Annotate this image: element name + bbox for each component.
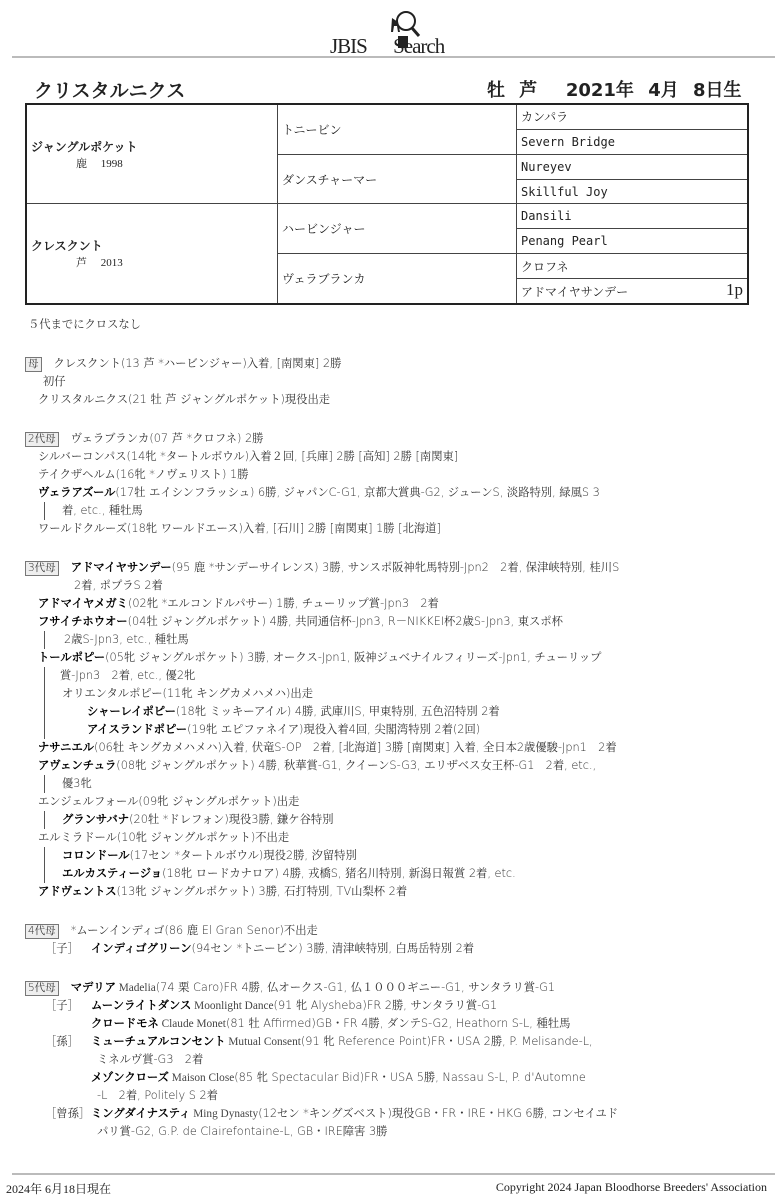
record-text: (13牝 ジャングルポケット) 3勝, 石打特別, TV山梨杯 2着: [116, 885, 408, 898]
dam-color: 芦: [76, 257, 87, 270]
header-divider: [12, 56, 775, 58]
ped-g3-7-name: アドマイヤサンデー: [521, 284, 629, 299]
spacer: [0, 334, 775, 355]
record-text: 賞-Jpn3 2着, etc., 優2牝: [60, 669, 196, 682]
record-text: 優3牝: [62, 777, 92, 790]
horse-link[interactable]: ミューチュアルコンセント: [91, 1035, 226, 1048]
record-line: [0, 430, 775, 448]
record-text: 着, etc., 種牡馬: [62, 504, 143, 517]
horse-link[interactable]: ヴェラアズール: [38, 486, 116, 499]
relation-label: ［子］: [45, 999, 79, 1012]
ped-g3-1[interactable]: Severn Bridge: [517, 129, 749, 154]
record-text: (06牡 キングカメハメハ)入着, 伏竜S-OP 2着, [北海道] 3勝 [南関東] 入着, 全日本2歳優駿-Jpn1 2着: [94, 741, 617, 754]
record-line: [0, 940, 775, 958]
record-text: (17牡 エイシンフラッシュ) 6勝, ジャパンC-G1, 京都大賞典-G2, ジューンS, 淡路特別, 緑風S 3: [115, 486, 600, 499]
record-text: ワールドクルーズ(18牝 ワールドエース)入着, [石川] 2勝 [南関東] 1勝 [北海道]: [38, 522, 441, 535]
lineage-bar: [44, 721, 45, 739]
horse-latin-name: Maison Close: [168, 1072, 235, 1084]
horse-sex: 牡: [487, 80, 505, 101]
record-line: [0, 997, 775, 1015]
horse-link[interactable]: メゾンクローズ: [91, 1071, 169, 1084]
record-line: [0, 448, 775, 466]
record-line: [0, 595, 775, 613]
horse-link[interactable]: エルカスティージョ: [62, 867, 163, 880]
record-text: (85 牝 Spectacular Bid)FR・USA 5勝, Nassau S-L, P. d'Automne: [234, 1071, 586, 1084]
horse-link[interactable]: シャーレイポピー: [87, 705, 176, 718]
record-text: パリ賞-G2, G.P. de Clairefontaine-L, GB・IRE障害 3勝: [97, 1125, 388, 1138]
record-text: (74 栗 Caro)FR 4勝, 仏オークス-G1, 仏１０００ギニー-G1, サンタラリ賞-G1: [155, 981, 556, 994]
record-text: 2着, ポプラS 2着: [74, 579, 163, 592]
dam-detail: [31, 254, 273, 270]
ped-g3-7[interactable]: [517, 279, 749, 304]
horse-link[interactable]: アドマイヤサンデー: [70, 561, 172, 574]
record-line: [0, 847, 775, 865]
page-indicator: 1p: [726, 279, 743, 299]
record-text: (05牝 ジャングルポケット) 3勝, オークス-Jpn1, 阪神ジュベナイルフィリーズ-Jpn1, チューリップ: [105, 651, 602, 664]
record-text: (18牝 ロードカナロア) 4勝, 戎橋S, 猪名川特別, 新潟日報賞 2着, etc.: [162, 867, 516, 880]
record-text: エンジェルフォール(09牝 ジャングルポケット)出走: [38, 795, 300, 808]
record-line: [0, 1123, 775, 1141]
record-line: [0, 355, 775, 373]
record-line: [0, 811, 775, 829]
record-text: -L 2着, Politely S 2着: [97, 1089, 218, 1102]
record-text: (17セン *タートルボウル)現役2勝, 汐留特別: [129, 849, 357, 862]
record-line: [0, 316, 775, 334]
horse-name: クリスタルニクス: [34, 80, 186, 102]
sire-year: 1998: [100, 157, 123, 170]
ped-g3-6[interactable]: クロフネ: [517, 254, 749, 279]
record-line: [0, 502, 775, 520]
record-text: *ムーンインディゴ(86 鹿 El Gran Senor)不出走: [70, 924, 318, 937]
relation-label: ［孫］: [45, 1035, 79, 1048]
record-line: [0, 391, 775, 409]
horse-link[interactable]: アヴェンチュラ: [38, 759, 117, 772]
record-line: [0, 979, 775, 997]
horse-link[interactable]: アドヴェントス: [38, 885, 117, 898]
ped-g3-2[interactable]: Nureyev: [517, 154, 749, 179]
record-text: 初仔: [43, 375, 66, 388]
ped-g2-1[interactable]: ダンスチャーマー: [278, 154, 517, 204]
horse-color: 芦: [519, 80, 538, 101]
horse-latin-name: Mutual Consent: [225, 1036, 301, 1048]
dam-name: クレスクント: [31, 239, 103, 254]
horse-birth: 2021年 4月 8日生: [565, 80, 742, 101]
record-line: [0, 685, 775, 703]
record-text: 2歳S-Jpn3, etc., 種牡馬: [64, 633, 189, 646]
lineage-bar: [44, 811, 45, 829]
horse-link[interactable]: グランサバナ: [62, 813, 130, 826]
record-text: (20牡 *ドレフォン)現役3勝, 鎌ケ谷特別: [129, 813, 334, 826]
record-line: [0, 1015, 775, 1033]
lineage-bar: [44, 631, 45, 649]
sire-detail: [31, 155, 273, 171]
dam-year: 2013: [100, 257, 123, 270]
horse-latin-name: Madelia: [115, 982, 156, 994]
record-line: [0, 739, 775, 757]
horse-link[interactable]: クロードモネ: [91, 1017, 159, 1030]
record-line: [0, 922, 775, 940]
record-text: ミネルヴ賞-G3 2着: [97, 1053, 204, 1066]
record-line: [0, 373, 775, 391]
horse-link[interactable]: コロンドール: [62, 849, 130, 862]
record-line: [0, 703, 775, 721]
record-line: [0, 1033, 775, 1051]
generation-badge: 5代母: [25, 981, 59, 996]
record-line: [0, 466, 775, 484]
footer-divider: [12, 1173, 775, 1175]
record-line: [0, 1087, 775, 1105]
horse-link[interactable]: フサイチホウオー: [38, 615, 128, 628]
horse-latin-name: Moonlight Dance: [191, 1000, 274, 1012]
ped-g3-3[interactable]: Skillful Joy: [517, 179, 749, 204]
record-text: ヴェラブランカ(07 芦 *クロフネ) 2勝: [70, 432, 264, 445]
sire-cell[interactable]: [26, 104, 278, 204]
record-line: [0, 883, 775, 901]
record-line: [0, 793, 775, 811]
lineage-bar: [44, 685, 45, 703]
spacer: [0, 901, 775, 922]
relation-label: ［子］: [45, 942, 79, 955]
horse-info: [487, 76, 742, 102]
record-line: [0, 667, 775, 685]
record-text: エルミラドール(10牝 ジャングルポケット)不出走: [38, 831, 290, 844]
record-text: (12セン *キングズベスト)現役GB・FR・IRE・HKG 6勝, コンセイユド: [258, 1107, 619, 1120]
dam-cell[interactable]: [26, 204, 278, 304]
record-text: シルバーコンパス(14牝 *タートルボウル)入着２回, [兵庫] 2勝 [高知] 2勝 [南関東]: [38, 450, 459, 463]
record-text: オリエンタルポピー(11牝 キングカメハメハ)出走: [62, 687, 314, 700]
record-text: (95 鹿 *サンデーサイレンス) 3勝, サンスポ阪神牝馬特別-Jpn2 2着, 保津峡特別, 桂川S: [171, 561, 620, 574]
logo-text: JBIS Search: [330, 34, 445, 58]
family-record: [0, 316, 775, 1141]
record-line: [0, 1105, 775, 1123]
spacer: [0, 958, 775, 979]
generation-badge: 3代母: [25, 561, 59, 576]
record-text: (81 牡 Affirmed)GB・FR 4勝, ダンテS-G2, Heathorn S-L, 種牡馬: [225, 1017, 571, 1030]
as-of-date: 2024年 6月18日現在: [6, 1182, 112, 1196]
lineage-bar: [44, 865, 45, 883]
ped-g2-0[interactable]: トニービン: [278, 104, 517, 154]
record-line: [0, 577, 775, 595]
horse-latin-name: Ming Dynasty: [190, 1108, 259, 1120]
record-line: [0, 649, 775, 667]
horse-link[interactable]: トールポピー: [38, 651, 106, 664]
record-text: (91 牝 Reference Point)FR・USA 2勝, P. Melisande-L,: [300, 1035, 593, 1048]
horse-link[interactable]: アイスランドポピー: [87, 723, 188, 736]
spacer: [0, 538, 775, 559]
relation-label: ［曾孫］: [45, 1107, 91, 1120]
spacer: [0, 409, 775, 430]
record-line: [0, 757, 775, 775]
record-line: [0, 829, 775, 847]
pedigree-table: [25, 103, 749, 305]
record-text: (94セン *トニービン) 3勝, 清津峡特別, 白馬岳特別 2着: [191, 942, 475, 955]
horse-link[interactable]: ミングダイナスティ: [91, 1107, 191, 1120]
record-line: [0, 559, 775, 577]
horse-latin-name: Claude Monet: [158, 1018, 226, 1030]
record-line: [0, 865, 775, 883]
sire-name: ジャングルポケット: [31, 139, 138, 154]
horse-link[interactable]: アドマイヤメガミ: [38, 597, 128, 610]
record-line: [0, 631, 775, 649]
record-text: (18牝 ミッキーアイル) 4勝, 武庫川S, 甲東特別, 五色沼特別 2着: [175, 705, 500, 718]
horse-link[interactable]: ナサニエル: [38, 741, 95, 754]
record-line: [0, 775, 775, 793]
lineage-bar: [44, 703, 45, 721]
record-line: [0, 484, 775, 502]
record-line: [0, 1069, 775, 1087]
horse-link[interactable]: ムーンライトダンス: [91, 999, 192, 1012]
ped-g3-0[interactable]: カンパラ: [517, 104, 749, 129]
record-text: (91 牝 Alysheba)FR 2勝, サンタラリ賞-G1: [273, 999, 498, 1012]
record-text: クリスタルニクス(21 牡 芦 ジャングルポケット)現役出走: [38, 393, 331, 406]
ped-g3-4[interactable]: Dansili: [517, 204, 749, 229]
record-text: ５代までにクロスなし: [28, 318, 141, 331]
sire-color: 鹿: [76, 157, 87, 170]
record-text: (08牝 ジャングルポケット) 4勝, 秋華賞-G1, クイーンS-G3, エリザベス女王杯-G1 2着, etc.,: [116, 759, 597, 772]
ped-g3-5[interactable]: Penang Pearl: [517, 229, 749, 254]
record-text: (04牡 ジャングルポケット) 4勝, 共同通信杯-Jpn3, R－NIKKEI杯2歳S-Jpn3, 東スポ杯: [127, 615, 563, 628]
lineage-bar: [44, 667, 45, 685]
record-line: [0, 520, 775, 538]
generation-badge: 母: [25, 357, 42, 372]
record-text: (19牝 エピファネイア)現役入着4回, 尖閣湾特別 2着(2回): [187, 723, 481, 736]
lineage-bar: [44, 847, 45, 865]
horse-link[interactable]: マデリア: [70, 981, 116, 994]
record-text: (02牝 *エルコンドルパサー) 1勝, チューリップ賞-Jpn3 2着: [127, 597, 439, 610]
record-text: クレスクント(13 芦 *ハービンジャー)入着, [南関東] 2勝: [53, 357, 342, 370]
jbis-search-logo[interactable]: [330, 8, 460, 58]
generation-badge: 4代母: [25, 924, 59, 939]
record-text: テイクザヘルム(16牝 *ノヴェリスト) 1勝: [38, 468, 249, 481]
record-line: [0, 721, 775, 739]
record-line: [0, 613, 775, 631]
ped-g2-3[interactable]: ヴェラブランカ: [278, 254, 517, 304]
generation-badge: 2代母: [25, 432, 59, 447]
lineage-bar: [44, 775, 45, 793]
lineage-bar: [44, 502, 45, 520]
copyright: Copyright 2024 Japan Bloodhorse Breeders' Association: [495, 1180, 767, 1194]
record-line: [0, 1051, 775, 1069]
horse-link[interactable]: インディゴグリーン: [91, 942, 192, 955]
ped-g2-2[interactable]: ハービンジャー: [278, 204, 517, 254]
